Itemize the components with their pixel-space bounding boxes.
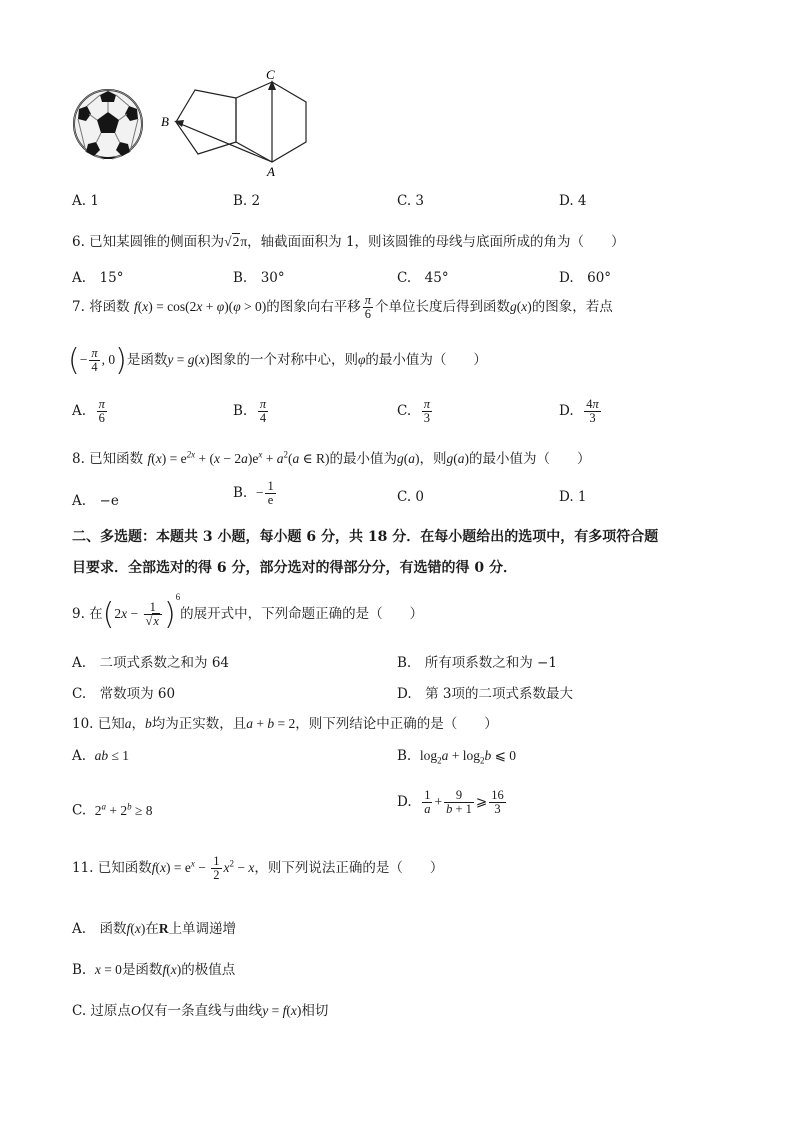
q9-option-c: C. 常数项为 60 — [72, 686, 176, 702]
q9-option-b: B. 所有项系数之和为 −1 — [397, 655, 557, 671]
q6-stem: 6. 已知某圆锥的侧面积为√2π，轴截面面积为 1，则该圆锥的母线与底面所成的角为（ ） — [72, 234, 625, 250]
q6-text-pre: 6. 已知某圆锥的侧面积为 — [72, 234, 225, 250]
q10-option-d: D. $\frac{1}{a}$ + $\frac{9}{b + 1}$ ⩾ $\frac{16}{3}$ — [397, 788, 504, 817]
q8-option-d: D. 1 — [559, 489, 587, 505]
q8-option-b: B. − $\frac{1}{e}$ — [233, 479, 274, 508]
soccer-ball-icon — [74, 90, 142, 159]
q11-stem: 11. 已知函数$f(x) = e^x$ − $\frac{1}{2}$ $x^2 - x$，则下列说法正确的是（ ） — [72, 854, 444, 883]
section-heading-line1: 二、多选题：本题共 3 小题，每小题 6 分，共 18 分．在每小题给出的选项中，有多项符合题 — [72, 529, 659, 545]
q5-option-d: D. 4 — [559, 193, 587, 209]
q8-option-c: C. 0 — [397, 489, 425, 505]
q5-option-b: B. 2 — [233, 193, 261, 209]
q11-option-a: A. 函数f(x)在R上单调递增 — [72, 921, 237, 937]
q10-stem: 10. 已知a，b均为正实数，且a + b = 2，则下列结论中正确的是（ ） — [72, 716, 498, 732]
section-heading-line2: 目要求．全部选对的得 6 分，部分选对的得部分分，有选错的得 0 分． — [72, 560, 517, 576]
q6-option-d: D. 60° — [559, 270, 612, 286]
q6-option-b: B. 30° — [233, 270, 285, 286]
q7-option-a: A. $\frac{\pi}{6}$ — [72, 397, 105, 426]
q9-option-d: D. 第 3项的二项式系数最大 — [397, 686, 574, 702]
q7-stem-line2: (− $\frac{\pi}{4}$ , 0)是函数y = g(x)图象的一个对称中心，则φ的最小值为（ ） — [68, 343, 487, 378]
q7-stem-line1: 7. 将函数 f(x) = cos(2x + φ)(φ > 0)的图象向右平移 $\frac{\pi}{6}$ 个单位长度后得到函数g(x)的图象，若点 — [72, 293, 613, 322]
q6-option-a: A. 15° — [72, 270, 124, 286]
q8-option-a: A. −e — [72, 493, 119, 509]
q7-option-c: C. $\frac{\pi}{3}$ — [397, 397, 430, 426]
q10-option-b: B. $\log_2a + \log_2b$ ⩽ 0 — [397, 748, 517, 766]
q9-stem: 9. 在(2x − $\frac{1}{√x}$ )$^6$的展开式中，下列命题正确的是（ ） — [72, 592, 424, 632]
q11-option-b: B. x = 0是函数f(x)的极值点 — [72, 962, 236, 978]
q11-option-c: C. 过原点O仅有一条直线与曲线y = f(x)相切 — [72, 1003, 329, 1019]
q10-option-c: C. $2^a + 2^b \ge 8$ — [72, 801, 153, 819]
q6-option-c: C. 45° — [397, 270, 449, 286]
geometry-diagram — [174, 80, 306, 162]
q8-stem: 8. 已知函数 $f(x) = e^{2x} + (x - 2a)e^x + a^2(a$ ∈ R)的最小值为g(a)，则g(a)的最小值为（ ） — [72, 449, 591, 467]
label-c: C — [266, 67, 275, 82]
q5-option-c: C. 3 — [397, 193, 425, 209]
label-a: A — [267, 164, 275, 179]
q5-option-a: A. 1 — [72, 193, 99, 209]
figure-area — [70, 64, 320, 182]
q9-option-a: A. 二项式系数之和为 64 — [72, 655, 230, 671]
q10-option-a: A. ab ≤ 1 — [72, 748, 130, 764]
q6-text-mid: ，轴截面面积为 1，则该圆锥的母线与底面所成的角为（ ） — [247, 234, 625, 250]
q7-option-b: B. $\frac{\pi}{4}$ — [233, 397, 267, 426]
label-b: B — [161, 114, 169, 129]
q7-option-d: D. $\frac{4\pi}{3}$ — [559, 397, 599, 426]
